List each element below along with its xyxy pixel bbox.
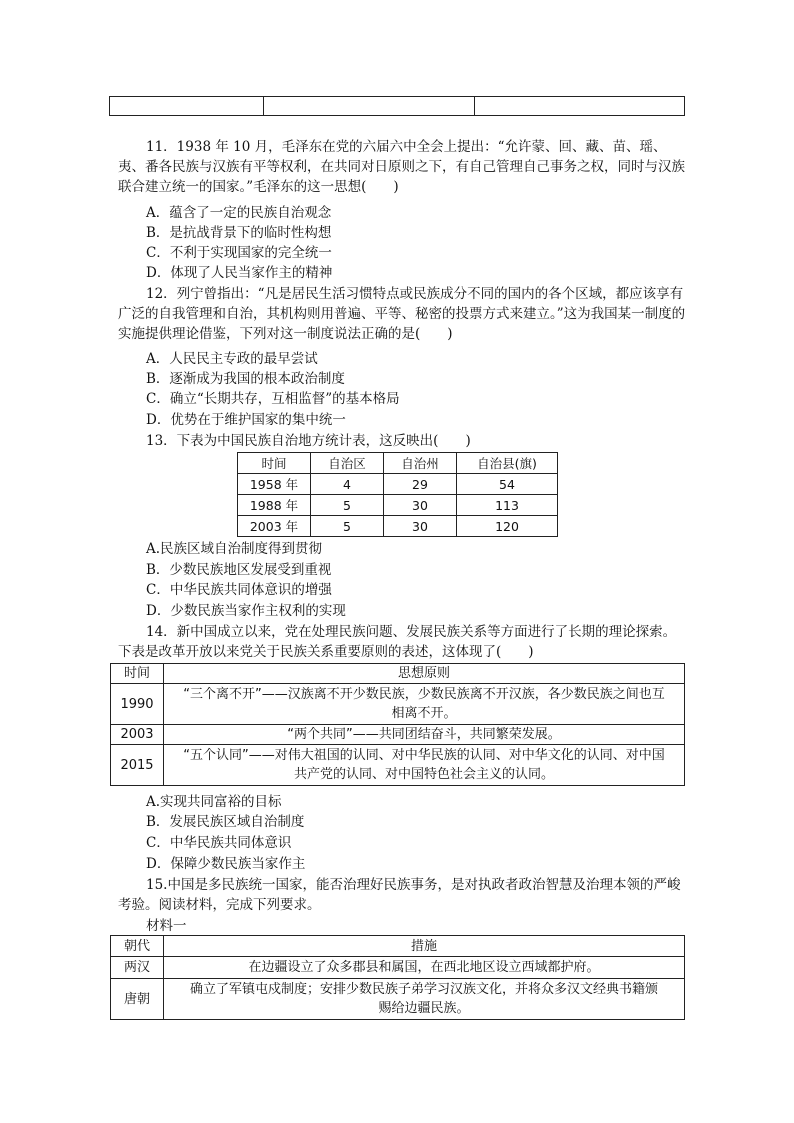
table-header-cell: 时间: [111, 664, 164, 684]
q13-stem: 13．下表为中国民族自治地方统计表，这反映出( ): [146, 433, 471, 449]
q12-stem: 12．列宁曾指出：“凡是居民生活习惯特点或民族成分不同的国内的各个区域，都应该享有广泛的自我管理和自治，其机构则用普遍、平等、秘密的投票方式来建立。”这为我国某一制度的实施提供理论借鉴，下列对这一制度说法正确的是( ): [118, 286, 686, 342]
q14-stem-line1: 14．新中国成立以来，党在处理民族问题、发展民族关系等方面进行了长期的理论探索。: [146, 624, 677, 640]
dynasty-measures-table: [110, 935, 685, 1020]
table-cell: 唐朝: [111, 979, 164, 1020]
table-cell: 29: [384, 474, 457, 495]
q11-option-c: C．不利于实现国家的完全统一: [146, 245, 332, 261]
autonomous-regions-table: [237, 452, 558, 537]
table-cell: 2003: [111, 725, 164, 745]
previous-table-remnant: [109, 96, 685, 116]
q12-option-b: B．逐渐成为我国的根本政治制度: [146, 371, 345, 387]
table-cell: 5: [311, 495, 384, 516]
q13-option-b: B．少数民族地区发展受到重视: [146, 562, 332, 578]
table-cell: 2015: [111, 745, 164, 786]
q13-option-d: D．少数民族当家作主权利的实现: [146, 603, 346, 619]
q15-material-label: 材料一: [146, 918, 187, 934]
table-row: [111, 684, 685, 725]
table-row: [111, 745, 685, 786]
table-row: [110, 97, 685, 116]
q12-option-a: A．人民民主专政的最早尝试: [146, 351, 318, 367]
table-cell: 1988 年: [238, 495, 311, 516]
table-cell: “三个离不开”——汉族离不开少数民族，少数民族离不开汉族，各少数民族之间也互相离不开。: [164, 684, 685, 725]
table-cell: 两汉: [111, 957, 164, 979]
table-cell: 确立了军镇屯戍制度；安排少数民族子弟学习汉族文化，并将众多汉文经典书籍颁赐给边疆民族。: [164, 979, 685, 1020]
table-cell: 1958 年: [238, 474, 311, 495]
table-cell: 在边疆设立了众多郡县和属国，在西北地区设立西域都护府。: [164, 957, 685, 979]
table-cell: 2003 年: [238, 516, 311, 537]
q11-stem: 11．1938 年 10 月，毛泽东在党的六届六中全会上提出：“允许蒙、回、藏、苗、瑶、夷、番各民族与汉族有平等权利，在共同对日原则之下，有自己管理自己事务之权，同时与汉族联合建立统一的国家。”毛泽东的这一思想( ): [118, 139, 685, 195]
table-row: [238, 495, 558, 516]
table-cell: 4: [311, 474, 384, 495]
table-header-row: [111, 936, 685, 957]
q14-option-c: C．中华民族共同体意识: [146, 835, 292, 851]
q12-option-d: D．优势在于维护国家的集中统一: [146, 412, 346, 428]
table-row: [238, 516, 558, 537]
table-cell: [264, 97, 475, 116]
q13-option-a: A.民族区域自治制度得到贯彻: [146, 541, 323, 557]
table-cell: “两个共同”——共同团结奋斗，共同繁荣发展。: [164, 725, 685, 745]
table-cell: 1990: [111, 684, 164, 725]
table-cell: 120: [457, 516, 558, 537]
table-header-cell: 思想原则: [164, 664, 685, 684]
table-header-cell: 自治州: [384, 453, 457, 474]
q14-option-a: A.实现共同富裕的目标: [146, 794, 282, 810]
table-row: [238, 474, 558, 495]
table-cell: “五个认同”——对伟大祖国的认同、对中华民族的认同、对中华文化的认同、对中国共产党的认同、对中国特色社会主义的认同。: [164, 745, 685, 786]
table-header-cell: 措施: [164, 936, 685, 957]
table-cell: 54: [457, 474, 558, 495]
table-cell: 30: [384, 495, 457, 516]
q14-stem-line2: 下表是改革开放以来党关于民族关系重要原则的表述，这体现了( ): [118, 644, 534, 660]
q12-option-c: C．确立“长期共存，互相监督”的基本格局: [146, 391, 400, 407]
q14-option-d: D．保障少数民族当家作主: [146, 856, 306, 872]
table-row: [111, 979, 685, 1020]
q15-stem: 15.中国是多民族统一国家，能否治理好民族事务，是对执政者政治智慧及治理本领的严峻考验。阅读材料，完成下列要求。: [118, 877, 681, 913]
table-cell: [110, 97, 264, 116]
table-row: [111, 725, 685, 745]
q13-option-c: C．中华民族共同体意识的增强: [146, 582, 332, 598]
table-header-cell: 自治县(旗): [457, 453, 558, 474]
q11-option-d: D．体现了人民当家作主的精神: [146, 265, 333, 281]
table-cell: 113: [457, 495, 558, 516]
ethnic-principles-table: [110, 663, 685, 786]
table-cell: 5: [311, 516, 384, 537]
table-header-cell: 朝代: [111, 936, 164, 957]
q14-option-b: B．发展民族区域自治制度: [146, 814, 305, 830]
q11-option-a: A．蕴含了一定的民族自治观念: [146, 205, 332, 221]
table-row: [111, 957, 685, 979]
table-header-row: [238, 453, 558, 474]
table-header-cell: 自治区: [311, 453, 384, 474]
table-header-cell: 时间: [238, 453, 311, 474]
q11-option-b: B．是抗战背景下的临时性构想: [146, 225, 332, 241]
table-cell: 30: [384, 516, 457, 537]
table-cell: [475, 97, 685, 116]
table-header-row: [111, 664, 685, 684]
